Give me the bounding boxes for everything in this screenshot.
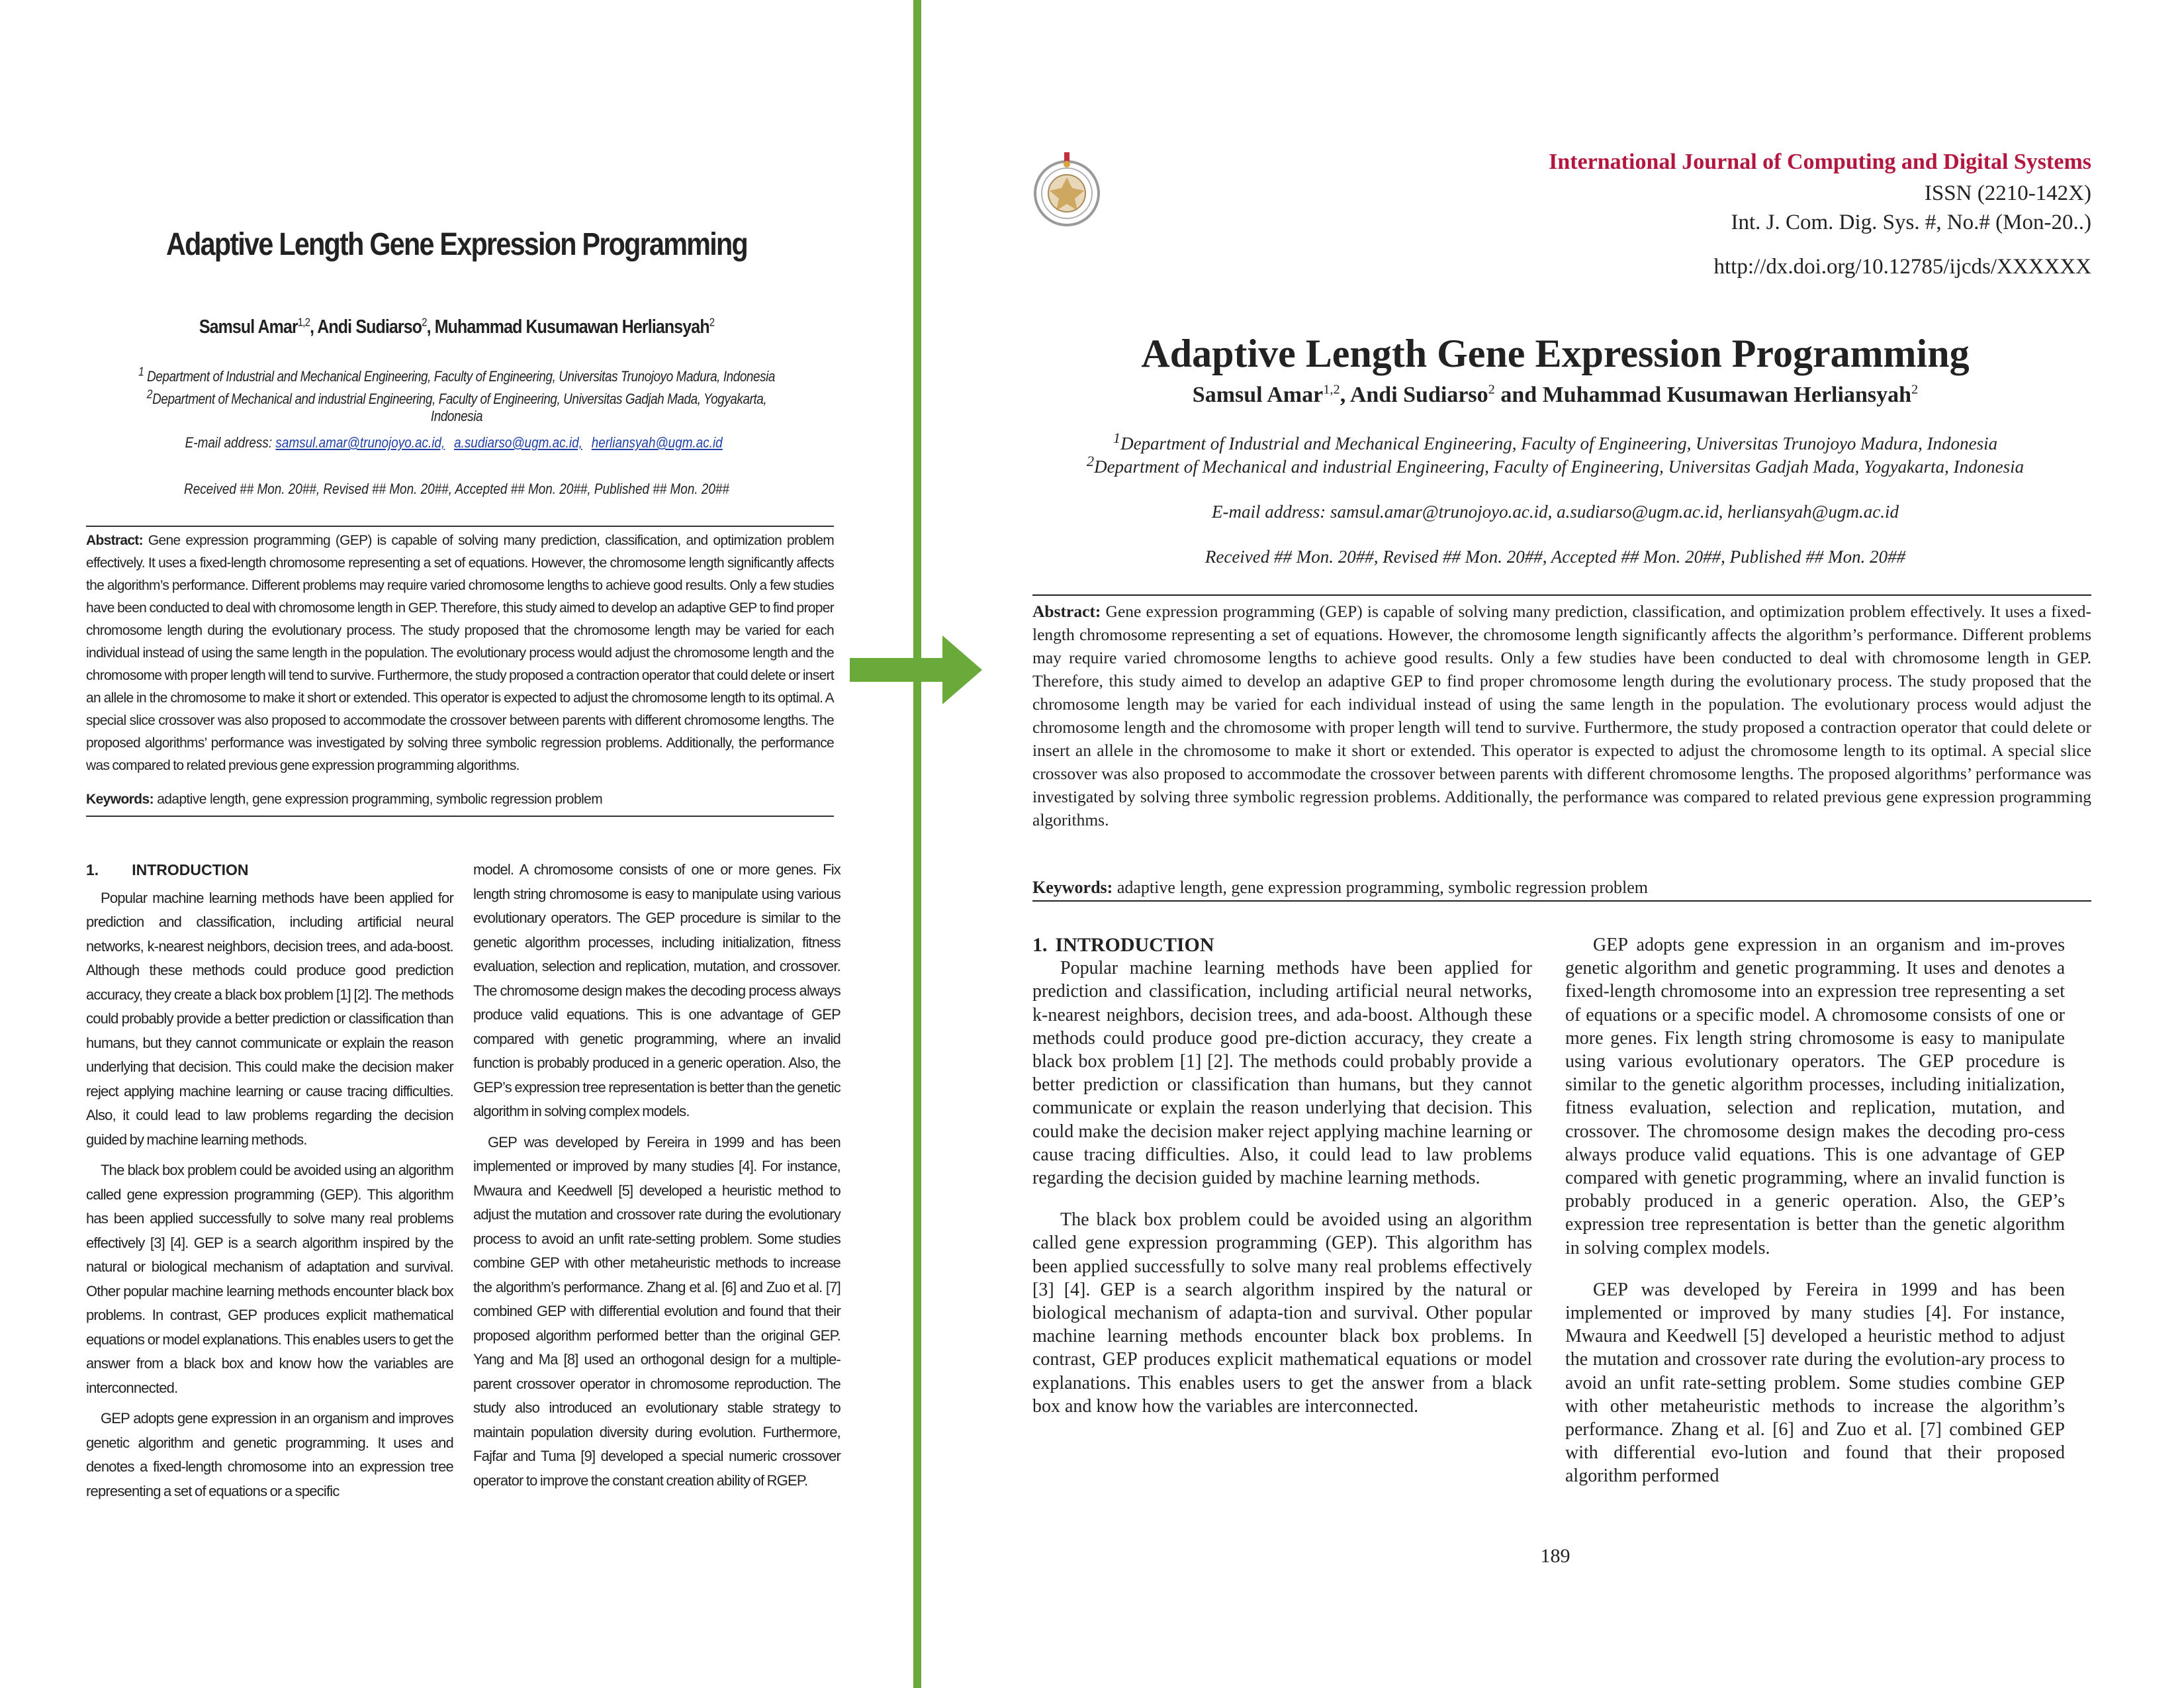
left-paragraph: GEP adopts gene expression in an organism and improves genetic algorithm and genetic programming. It uses and denotes a fixed-length chromosome into an expression tree representing a set of equations or a specific [86, 1410, 453, 1499]
affiliation-1: $^1$Department of Industrial and Mechanical Engineering, Faculty of Engineering, Universitas Trunojoyo Madura, Indonesia [1113, 430, 1998, 453]
left-author: Samsul Amar$^{1,2}$, [199, 315, 318, 338]
university-seal-logo [1032, 150, 1101, 229]
received-dates: Received ## Mon. 20##, Revised ## Mon. 20##, Accepted ## Mon. 20##, Published ## Mon. 20## [1205, 547, 1906, 567]
paragraph: GEP adopts gene expression in an organism and im-proves genetic algorithm and genetic programming. It uses and denotes a fixed-length chromosome into an expression tree representing a set of equations or a specific model. A chromosome consists of one or more genes. Fix length string chromosome is easy to manipulate using various evolutionary operators. The GEP procedure is similar to the genetic algorithm processes, including initialization, fitness evaluation, selection and replication, mutation, and crossover. The chromosome design makes the decoding pro-cess always produce valid equations. This is one advantage of GEP compared with genetic programming, where an invalid function is probably produced in a generic operation. Also, the GEP’s expression tree representation is better than the genetic algorithm in solving complex models. [1565, 935, 2065, 1258]
keywords-bottom-rule [1032, 900, 2091, 902]
left-column-1 [86, 858, 453, 1510]
keywords-label: Keywords: [1032, 878, 1113, 897]
left-abstract-text: Gene expression programming (GEP) is capable of solving many prediction, classification, and optimization problem effectively. It uses a fixed-length chromosome representing a set of equations. However, the chromosome length significantly affects the algorithm’s performance. Different problems may require varied chromosome lengths to achieve good results. Only a few studies have been conducted to deal with chromosome length in GEP. Therefore, this study aimed to develop an adaptive GEP to find proper chromosome length during the evolutionary process. The study proposed that the chromosome length may be varied for each individual instead of using the same length in the population. The evolutionary process would adjust the chromosome length and the chromosome with proper length will tend to survive. Furthermore, the study proposed a contraction operator that could delete or insert an allele in the chromosome to make it short or extended. This operator is expected to adjust the chromosome length to its optimal. A special slice crossover was also proposed to accommodate the crossover between parents with different chromosome lengths. The proposed algorithms’ performance was investigated by solving three symbolic regression problems. Additionally, the performance was compared to related previous gene expression programming algorithms. [86, 533, 834, 773]
left-author: Andi Sudiarso$^2$, [317, 315, 435, 338]
affiliation-2: $^2$Department of Mechanical and industrial Engineering, Faculty of Engineering, Universitas Gadjah Mada, Yogyakarta, Indonesia [1086, 453, 2025, 477]
left-paragraph: GEP was developed by Fereira in 1999 and has been implemented or improved by many studies [4]. For instance, Mwaura and Keedwell [5] developed a heuristic method to adjust the mutation and crossover rate during the evolutionary process to avoid an unfit rate-setting problem. Some studies combine GEP with other metaheuristic methods to increase the algorithm’s performance. Zhang et al. [6] and Zuo et al. [7] combined GEP with differential evolution and found that their proposed algorithm performed better than the original GEP. Yang and Ma [8] used an orthogonal design for a multiple-parent crossover operator in chromosome reproduction. The study also introduced an evolutionary stable strategy to maintain population diversity during evolution. Furthermore, Fajfar and Tuma [9] developed a special numeric crossover operator to improve the constant creation ability of RGEP. [473, 1133, 841, 1489]
left-email-link[interactable]: a.sudiarso@ugm.ac.id, [454, 434, 582, 451]
abstract-text: Gene expression programming (GEP) is capable of solving many prediction, classification, and optimization problem effectively. It uses a fixed-length chromosome representing a set of equations. However, the chromosome length significantly affects the algorithm’s performance. Different problems may require varied chromosome lengths to achieve good results. Only a few studies have been conducted to deal with chromosome length in GEP. Therefore, this study aimed to develop an adaptive GEP to find proper chromosome length during the evolutionary process. The study proposed that the chromosome length may be varied for each individual instead of using the same length in the population. The evolutionary process would adjust the chromosome length and the chromosome with proper length will tend to survive. Furthermore, the study proposed a contraction operator that could delete or insert an allele in the chromosome to make it short or extended. This operator is expected to adjust the chromosome length to its optimal. A special slice crossover was also proposed to accommodate the crossover between parents with different chromosome lengths. The proposed algorithms’ performance was investigated by solving three symbolic regression problems. Additionally, the performance was compared to related previous gene expression programming algorithms. [1032, 602, 2091, 829]
vertical-divider [913, 0, 921, 1688]
left-email-label: E-mail address: [185, 434, 273, 451]
keywords-text: adaptive length, gene expression programming, symbolic regression problem [1116, 878, 1649, 897]
right-arrow-icon [850, 635, 982, 704]
abstract-label: Abstract: [1032, 602, 1101, 621]
left-affiliation-2: $^2$Department of Mechanical and industrial Engineering, Faculty of Engineering, Universitas Gadjah Mada, Yogyakarta, Indonesia [146, 387, 767, 424]
left-author: Muhammad Kusumawan Herliansyah$^2$ [434, 315, 715, 338]
journal-volume: Int. J. Com. Dig. Sys. #, No.# (Mon-20..) [1731, 211, 2091, 234]
left-paragraph: model. A chromosome consists of one or more genes. Fix length string chromosome is easy to manipulate using various evolutionary operators. The GEP procedure is similar to the genetic algorithm processes, including initialization, fitness evaluation, selection and replication, mutation, and crossover. The chromosome design makes the decoding process always produce valid equations. This is one advantage of GEP compared with genetic programming, where an invalid function is probably produced in a generic operation. Also, the GEP’s expression tree representation is better than the genetic algorithm in solving complex models. [473, 861, 841, 1119]
left-affiliation-1: $^1$ Department of Industrial and Mechanical Engineering, Faculty of Engineering, Universitas Trunojoyo Madura, Indonesia [138, 364, 776, 385]
left-email-line [132, 434, 781, 451]
left-column-2 [473, 858, 841, 1499]
abstract [1032, 600, 2091, 831]
left-paragraph: Popular machine learning methods have been applied for prediction and classification, including artificial neural networks, k-nearest neighbors, decision trees, and ada-boost. Although these methods could produce good prediction accuracy, they create a black box problem [1] [2]. The methods could probably provide a better prediction or classification than humans, but they cannot communicate or explain the reason underlying that decision. This could make the decision maker reject applying machine learning or cause tracing difficulties. Also, it could lead to law problems regarding the decision guided by machine learning methods. [86, 889, 453, 1148]
left-keywords-label: Keywords: [86, 792, 154, 807]
author: Andi Sudiarso$^2$ and [1349, 382, 1543, 407]
paragraph: GEP was developed by Fereira in 1999 and has been implemented or improved by many studies [4]. For instance, Mwaura and Keedwell [5] developed a heuristic method to adjust the mutation and crossover rate during the evolution-ary process to avoid an unfit rate-setting problem. Some studies combine GEP with other metaheuristic methods to increase the algorithm’s performance. Zhang et al. [6] and Zuo et al. [7] combined GEP with differential evo-lution and found that their proposed algorithm performed [1565, 1279, 2065, 1487]
paper-title: Adaptive Length Gene Expression Programming [1141, 332, 1970, 375]
author: Samsul Amar$^{1,2}$, [1192, 382, 1350, 407]
left-received-dates: Received ## Mon. 20##, Revised ## Mon. 20##, Accepted ## Mon. 20##, Published ## Mon. 20## [184, 481, 729, 497]
journal-name: International Journal of Computing and Digital Systems [1549, 150, 2091, 174]
column-2 [1565, 933, 2065, 1507]
paragraph: The black box problem could be avoided using an algorithm called gene expression programming (GEP). This algorithm has been applied successfully to solve many real problems effectively [3] [4]. GEP is a search algorithm inspired by the natural or biological mechanism of adapta-tion and survival. Other popular machine learning methods encounter black box problems. In contrast, GEP produces explicit mathematical equations or model explanations. This enables users to get the answer from a black box and know how the variables are interconnected. [1032, 1209, 1532, 1417]
left-keywords [86, 792, 834, 808]
column-1 [1032, 933, 1532, 1436]
author: Muhammad Kusumawan Herliansyah$^2$ [1542, 382, 1919, 407]
paragraph: Popular machine learning methods have been applied for prediction and classification, including artificial neural networks, k-nearest neighbors, decision trees, and ada-boost. Although these methods could produce good pre-diction accuracy, they create a black box problem [1] [2]. The methods could probably provide a better prediction or classification than humans, but they cannot communicate or explain the reason underlying that decision. This could make the decision maker reject applying machine learning or cause tracing difficulties. Also, it could lead to law problems regarding the decision guided by machine learning methods. [1032, 958, 1532, 1189]
left-abstract [86, 530, 834, 777]
left-abstract-top-rule [86, 526, 834, 527]
left-keywords-bottom-rule [86, 816, 834, 817]
left-author-list [132, 316, 781, 338]
left-paper-title: Adaptive Length Gene Expression Programming [166, 227, 747, 262]
left-keywords-text: adaptive length, gene expression programming, symbolic regression problem [157, 792, 603, 807]
left-email-link[interactable]: herliansyah@ugm.ac.id [591, 434, 723, 451]
keywords [1032, 878, 2091, 898]
section-heading: 1. INTRODUCTION [1032, 934, 1214, 956]
left-paragraph: The black box problem could be avoided using an algorithm called gene expression programming (GEP). This algorithm has been applied successfully to solve many real problems effectively [3] [4]. GEP is a search algorithm inspired by the natural or biological mechanism of adaptation and survival. Other popular machine learning methods encounter black box problems. In contrast, GEP produces explicit mathematical equations or model explanations. This enables users to get the answer from a black box and know how the variables are interconnected. [86, 1162, 453, 1396]
page-number: 189 [1540, 1545, 1570, 1567]
email-line: E-mail address: samsul.amar@trunojoyo.ac.id, a.sudiarso@ugm.ac.id, herliansyah@ugm.ac.id [1212, 502, 1899, 522]
left-email-link[interactable]: samsul.amar@trunojoyo.ac.id, [275, 434, 445, 451]
left-abstract-label: Abstract: [86, 533, 143, 548]
left-page-original [79, 0, 841, 1688]
author-list [1019, 383, 2091, 408]
right-page-typeset [1019, 0, 2091, 1688]
abstract-top-rule [1032, 594, 2091, 596]
doi-link[interactable]: http://dx.doi.org/10.12785/ijcds/XXXXXX [1713, 255, 2091, 279]
left-section-heading: 1. INTRODUCTION [86, 861, 249, 878]
journal-issn: ISSN (2210-142X) [1924, 181, 2091, 205]
